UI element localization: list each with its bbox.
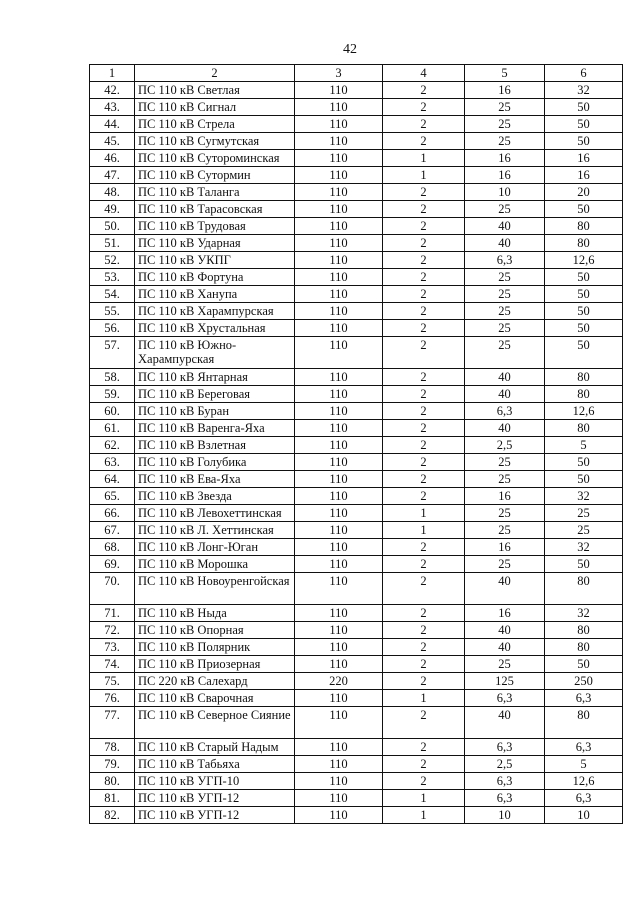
row-number: 49.	[90, 201, 135, 218]
station-name: ПС 110 кВ Стрела	[135, 116, 295, 133]
table-row	[90, 790, 623, 807]
row-number: 44.	[90, 116, 135, 133]
total-power-value: 32	[545, 488, 623, 505]
unit-power-value: 25	[465, 505, 545, 522]
unit-power-value: 6,3	[465, 790, 545, 807]
voltage-value: 110	[295, 167, 383, 184]
row-number: 68.	[90, 539, 135, 556]
row-number: 55.	[90, 303, 135, 320]
unit-power-value: 25	[465, 269, 545, 286]
unit-power-value: 16	[465, 82, 545, 99]
voltage-value: 110	[295, 471, 383, 488]
row-number: 65.	[90, 488, 135, 505]
transformer-count: 2	[383, 622, 465, 639]
table-row	[90, 556, 623, 573]
table-row	[90, 471, 623, 488]
table-row	[90, 522, 623, 539]
transformer-count: 2	[383, 773, 465, 790]
voltage-value: 110	[295, 369, 383, 386]
total-power-value: 6,3	[545, 739, 623, 756]
row-number: 58.	[90, 369, 135, 386]
row-number: 61.	[90, 420, 135, 437]
total-power-value: 12,6	[545, 403, 623, 420]
total-power-value: 50	[545, 269, 623, 286]
total-power-value: 5	[545, 437, 623, 454]
row-number: 70.	[90, 573, 135, 605]
voltage-value: 110	[295, 505, 383, 522]
transformer-count: 2	[383, 707, 465, 739]
transformer-count: 2	[383, 605, 465, 622]
unit-power-value: 40	[465, 420, 545, 437]
station-name: ПС 110 кВ Буран	[135, 403, 295, 420]
total-power-value: 80	[545, 639, 623, 656]
transformer-count: 2	[383, 673, 465, 690]
total-power-value: 12,6	[545, 773, 623, 790]
table-row	[90, 99, 623, 116]
row-number: 80.	[90, 773, 135, 790]
transformer-count: 2	[383, 471, 465, 488]
row-number: 64.	[90, 471, 135, 488]
transformer-count: 1	[383, 790, 465, 807]
unit-power-value: 25	[465, 556, 545, 573]
column-header: 5	[465, 65, 545, 82]
transformer-count: 2	[383, 739, 465, 756]
row-number: 43.	[90, 99, 135, 116]
station-name: ПС 110 кВ Сварочная	[135, 690, 295, 707]
total-power-value: 16	[545, 150, 623, 167]
unit-power-value: 125	[465, 673, 545, 690]
total-power-value: 25	[545, 522, 623, 539]
transformer-count: 1	[383, 807, 465, 824]
row-number: 77.	[90, 707, 135, 739]
transformer-count: 2	[383, 133, 465, 150]
transformer-count: 2	[383, 286, 465, 303]
voltage-value: 110	[295, 184, 383, 201]
total-power-value: 80	[545, 235, 623, 252]
station-name: ПС 110 кВ УКПГ	[135, 252, 295, 269]
station-name: ПС 110 кВ Сугмутская	[135, 133, 295, 150]
voltage-value: 110	[295, 82, 383, 99]
row-number: 57.	[90, 337, 135, 369]
transformer-count: 2	[383, 437, 465, 454]
row-number: 46.	[90, 150, 135, 167]
total-power-value: 6,3	[545, 790, 623, 807]
station-name: ПС 110 кВ Л. Хеттинская	[135, 522, 295, 539]
voltage-value: 110	[295, 437, 383, 454]
station-name: ПС 110 кВ Звезда	[135, 488, 295, 505]
transformer-count: 2	[383, 556, 465, 573]
table-row	[90, 707, 623, 739]
total-power-value: 80	[545, 369, 623, 386]
table-row	[90, 539, 623, 556]
unit-power-value: 6,3	[465, 739, 545, 756]
table-row	[90, 116, 623, 133]
voltage-value: 110	[295, 420, 383, 437]
total-power-value: 50	[545, 201, 623, 218]
transformer-count: 2	[383, 369, 465, 386]
total-power-value: 50	[545, 337, 623, 369]
total-power-value: 80	[545, 573, 623, 605]
transformer-count: 2	[383, 420, 465, 437]
row-number: 69.	[90, 556, 135, 573]
station-name: ПС 110 кВ Трудовая	[135, 218, 295, 235]
total-power-value: 6,3	[545, 690, 623, 707]
unit-power-value: 25	[465, 337, 545, 369]
voltage-value: 110	[295, 522, 383, 539]
transformer-count: 2	[383, 116, 465, 133]
page-number: 42	[343, 42, 357, 57]
total-power-value: 80	[545, 218, 623, 235]
voltage-value: 110	[295, 605, 383, 622]
voltage-value: 110	[295, 739, 383, 756]
row-number: 74.	[90, 656, 135, 673]
total-power-value: 20	[545, 184, 623, 201]
transformer-count: 2	[383, 573, 465, 605]
transformer-count: 2	[383, 488, 465, 505]
table-row	[90, 369, 623, 386]
row-number: 76.	[90, 690, 135, 707]
unit-power-value: 40	[465, 639, 545, 656]
table-row	[90, 184, 623, 201]
voltage-value: 110	[295, 488, 383, 505]
total-power-value: 80	[545, 420, 623, 437]
unit-power-value: 25	[465, 522, 545, 539]
row-number: 67.	[90, 522, 135, 539]
table-row	[90, 269, 623, 286]
station-name: ПС 110 кВ Таланга	[135, 184, 295, 201]
station-name: ПС 110 кВ УГП-12	[135, 790, 295, 807]
transformer-count: 2	[383, 269, 465, 286]
row-number: 79.	[90, 756, 135, 773]
total-power-value: 32	[545, 82, 623, 99]
total-power-value: 10	[545, 807, 623, 824]
row-number: 47.	[90, 167, 135, 184]
total-power-value: 12,6	[545, 252, 623, 269]
table-row	[90, 690, 623, 707]
voltage-value: 110	[295, 116, 383, 133]
total-power-value: 50	[545, 133, 623, 150]
transformer-count: 2	[383, 656, 465, 673]
voltage-value: 110	[295, 639, 383, 656]
table-row	[90, 133, 623, 150]
station-name: ПС 110 кВ Ева-Яха	[135, 471, 295, 488]
transformer-count: 2	[383, 218, 465, 235]
table-row	[90, 807, 623, 824]
column-header: 4	[383, 65, 465, 82]
unit-power-value: 25	[465, 454, 545, 471]
table-row	[90, 337, 623, 369]
total-power-value: 80	[545, 707, 623, 739]
total-power-value: 50	[545, 556, 623, 573]
table-row	[90, 773, 623, 790]
station-name: ПС 110 кВ Сутормин	[135, 167, 295, 184]
unit-power-value: 40	[465, 707, 545, 739]
transformer-count: 2	[383, 454, 465, 471]
table-row	[90, 656, 623, 673]
row-number: 56.	[90, 320, 135, 337]
table-row	[90, 235, 623, 252]
unit-power-value: 25	[465, 656, 545, 673]
voltage-value: 110	[295, 218, 383, 235]
transformer-count: 2	[383, 235, 465, 252]
total-power-value: 50	[545, 286, 623, 303]
row-number: 81.	[90, 790, 135, 807]
voltage-value: 110	[295, 286, 383, 303]
unit-power-value: 40	[465, 218, 545, 235]
transformer-count: 2	[383, 184, 465, 201]
table-row	[90, 320, 623, 337]
transformer-count: 2	[383, 403, 465, 420]
station-name: ПС 110 кВ Харампурская	[135, 303, 295, 320]
unit-power-value: 25	[465, 320, 545, 337]
unit-power-value: 25	[465, 201, 545, 218]
voltage-value: 110	[295, 790, 383, 807]
voltage-value: 220	[295, 673, 383, 690]
table-row	[90, 437, 623, 454]
row-number: 50.	[90, 218, 135, 235]
station-name: ПС 110 кВ Тарасовская	[135, 201, 295, 218]
unit-power-value: 2,5	[465, 437, 545, 454]
station-name: ПС 110 кВ Сутороминская	[135, 150, 295, 167]
total-power-value: 16	[545, 167, 623, 184]
unit-power-value: 40	[465, 622, 545, 639]
voltage-value: 110	[295, 622, 383, 639]
table-row	[90, 201, 623, 218]
table-row	[90, 673, 623, 690]
unit-power-value: 6,3	[465, 690, 545, 707]
voltage-value: 110	[295, 303, 383, 320]
transformer-count: 1	[383, 690, 465, 707]
station-name: ПС 110 кВ Опорная	[135, 622, 295, 639]
transformer-count: 1	[383, 150, 465, 167]
voltage-value: 110	[295, 690, 383, 707]
table-row	[90, 82, 623, 99]
total-power-value: 50	[545, 116, 623, 133]
unit-power-value: 16	[465, 150, 545, 167]
total-power-value: 80	[545, 386, 623, 403]
voltage-value: 110	[295, 150, 383, 167]
table-row	[90, 386, 623, 403]
table-row	[90, 488, 623, 505]
station-name: ПС 110 кВ Сигнал	[135, 99, 295, 116]
voltage-value: 110	[295, 773, 383, 790]
table-row	[90, 286, 623, 303]
station-name: ПС 110 кВ Взлетная	[135, 437, 295, 454]
station-name: ПС 110 кВ Ханупа	[135, 286, 295, 303]
table-row	[90, 454, 623, 471]
table-row	[90, 756, 623, 773]
row-number: 73.	[90, 639, 135, 656]
transformer-count: 1	[383, 167, 465, 184]
voltage-value: 110	[295, 403, 383, 420]
transformer-count: 2	[383, 82, 465, 99]
unit-power-value: 40	[465, 235, 545, 252]
unit-power-value: 40	[465, 369, 545, 386]
total-power-value: 25	[545, 505, 623, 522]
station-name: ПС 110 кВ Лонг-Юган	[135, 539, 295, 556]
row-number: 52.	[90, 252, 135, 269]
row-number: 54.	[90, 286, 135, 303]
unit-power-value: 6,3	[465, 403, 545, 420]
station-name: ПС 110 кВ УГП-12	[135, 807, 295, 824]
transformer-count: 2	[383, 539, 465, 556]
column-header: 3	[295, 65, 383, 82]
station-name: ПС 110 кВ Варенга-Яха	[135, 420, 295, 437]
transformer-count: 2	[383, 99, 465, 116]
table-row	[90, 403, 623, 420]
total-power-value: 50	[545, 471, 623, 488]
unit-power-value: 25	[465, 303, 545, 320]
table-row	[90, 303, 623, 320]
voltage-value: 110	[295, 252, 383, 269]
total-power-value: 50	[545, 320, 623, 337]
total-power-value: 50	[545, 99, 623, 116]
station-name: ПС 110 кВ Янтарная	[135, 369, 295, 386]
row-number: 71.	[90, 605, 135, 622]
table-row	[90, 505, 623, 522]
row-number: 72.	[90, 622, 135, 639]
station-name: ПС 110 кВ Приозерная	[135, 656, 295, 673]
voltage-value: 110	[295, 386, 383, 403]
row-number: 60.	[90, 403, 135, 420]
substation-table	[89, 64, 623, 824]
row-number: 75.	[90, 673, 135, 690]
column-header: 6	[545, 65, 623, 82]
voltage-value: 110	[295, 320, 383, 337]
table-row	[90, 622, 623, 639]
voltage-value: 110	[295, 707, 383, 739]
row-number: 59.	[90, 386, 135, 403]
unit-power-value: 16	[465, 488, 545, 505]
station-name: ПС 110 кВ Левохеттинская	[135, 505, 295, 522]
station-name: ПС 110 кВ Старый Надым	[135, 739, 295, 756]
row-number: 48.	[90, 184, 135, 201]
total-power-value: 32	[545, 605, 623, 622]
table-row	[90, 573, 623, 605]
transformer-count: 2	[383, 756, 465, 773]
table-row	[90, 218, 623, 235]
row-number: 51.	[90, 235, 135, 252]
station-name: ПС 110 кВ Хрустальная	[135, 320, 295, 337]
table-row	[90, 639, 623, 656]
voltage-value: 110	[295, 807, 383, 824]
column-header: 1	[90, 65, 135, 82]
table-row	[90, 167, 623, 184]
unit-power-value: 6,3	[465, 773, 545, 790]
voltage-value: 110	[295, 99, 383, 116]
station-name: ПС 110 кВ Табьяха	[135, 756, 295, 773]
station-name: ПС 110 кВ Голубика	[135, 454, 295, 471]
row-number: 62.	[90, 437, 135, 454]
voltage-value: 110	[295, 573, 383, 605]
voltage-value: 110	[295, 235, 383, 252]
transformer-count: 2	[383, 386, 465, 403]
total-power-value: 250	[545, 673, 623, 690]
row-number: 45.	[90, 133, 135, 150]
transformer-count: 2	[383, 252, 465, 269]
unit-power-value: 40	[465, 573, 545, 605]
total-power-value: 5	[545, 756, 623, 773]
unit-power-value: 25	[465, 133, 545, 150]
station-name: ПС 110 кВ Морошка	[135, 556, 295, 573]
unit-power-value: 25	[465, 116, 545, 133]
station-name: ПС 110 кВ Южно-Харампурская	[135, 337, 295, 369]
total-power-value: 50	[545, 454, 623, 471]
transformer-count: 2	[383, 337, 465, 369]
station-name: ПС 110 кВ Береговая	[135, 386, 295, 403]
voltage-value: 110	[295, 656, 383, 673]
row-number: 66.	[90, 505, 135, 522]
table-row	[90, 252, 623, 269]
station-name: ПС 110 кВ Полярник	[135, 639, 295, 656]
transformer-count: 2	[383, 201, 465, 218]
station-name: ПС 110 кВ Ныда	[135, 605, 295, 622]
voltage-value: 110	[295, 539, 383, 556]
voltage-value: 110	[295, 337, 383, 369]
row-number: 78.	[90, 739, 135, 756]
table-row	[90, 420, 623, 437]
transformer-count: 2	[383, 303, 465, 320]
table-row	[90, 739, 623, 756]
total-power-value: 50	[545, 303, 623, 320]
voltage-value: 110	[295, 454, 383, 471]
column-header: 2	[135, 65, 295, 82]
unit-power-value: 25	[465, 471, 545, 488]
voltage-value: 110	[295, 556, 383, 573]
station-name: ПС 110 кВ Ударная	[135, 235, 295, 252]
unit-power-value: 2,5	[465, 756, 545, 773]
row-number: 82.	[90, 807, 135, 824]
voltage-value: 110	[295, 756, 383, 773]
station-name: ПС 220 кВ Салехард	[135, 673, 295, 690]
station-name: ПС 110 кВ УГП-10	[135, 773, 295, 790]
unit-power-value: 10	[465, 807, 545, 824]
voltage-value: 110	[295, 201, 383, 218]
station-name: ПС 110 кВ Новоуренгойская	[135, 573, 295, 605]
table-header-row	[90, 65, 623, 82]
unit-power-value: 25	[465, 99, 545, 116]
row-number: 42.	[90, 82, 135, 99]
transformer-count: 1	[383, 505, 465, 522]
station-name: ПС 110 кВ Светлая	[135, 82, 295, 99]
total-power-value: 80	[545, 622, 623, 639]
row-number: 63.	[90, 454, 135, 471]
unit-power-value: 16	[465, 167, 545, 184]
unit-power-value: 6,3	[465, 252, 545, 269]
station-name: ПС 110 кВ Северное Сияние	[135, 707, 295, 739]
unit-power-value: 16	[465, 539, 545, 556]
unit-power-value: 10	[465, 184, 545, 201]
table-row	[90, 150, 623, 167]
voltage-value: 110	[295, 133, 383, 150]
transformer-count: 1	[383, 522, 465, 539]
total-power-value: 50	[545, 656, 623, 673]
station-name: ПС 110 кВ Фортуна	[135, 269, 295, 286]
transformer-count: 2	[383, 320, 465, 337]
voltage-value: 110	[295, 269, 383, 286]
row-number: 53.	[90, 269, 135, 286]
total-power-value: 32	[545, 539, 623, 556]
transformer-count: 2	[383, 639, 465, 656]
unit-power-value: 16	[465, 605, 545, 622]
unit-power-value: 40	[465, 386, 545, 403]
table-row	[90, 605, 623, 622]
unit-power-value: 25	[465, 286, 545, 303]
